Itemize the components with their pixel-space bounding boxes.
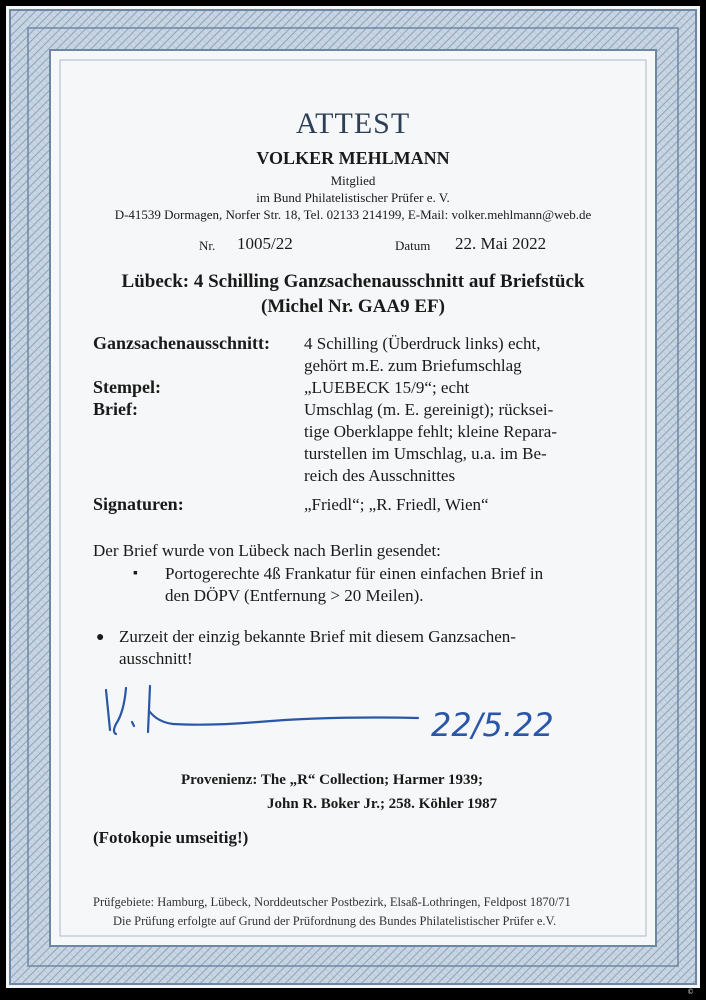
value-brief-1: Umschlag (m. E. gereinigt); rücksei- <box>304 400 554 419</box>
value-brief-3: turstellen im Umschlag, u.a. im Be- <box>304 444 547 463</box>
scan-corner-icons <box>687 988 694 996</box>
certificate-sheet <box>6 6 700 988</box>
label-ganzsachenausschnitt: Ganzsachenausschnitt: <box>93 333 271 353</box>
nr-label: Nr. <box>199 238 216 253</box>
heading-line-2: (Michel Nr. GAA9 EF) <box>261 296 445 317</box>
bullet-2-line-1: Zurzeit der einzig bekannte Brief mit diesem Ganzsachen- <box>119 627 516 646</box>
value-signaturen: „Friedl“; „R. Friedl, Wien“ <box>304 495 489 514</box>
bullet-1-line-1: Portogerechte 4ß Frankatur für einen einfachen Brief in <box>165 564 544 583</box>
copyright-icon: © <box>687 988 694 996</box>
value-brief-4: reich des Ausschnittes <box>304 466 456 485</box>
value-ganzsachenausschnitt-2: gehört m.E. zum Briefumschlag <box>304 356 522 375</box>
label-signaturen: Signaturen: <box>93 494 184 514</box>
value-brief-2: tige Oberklappe fehlt; kleine Repara- <box>304 422 557 441</box>
nr-value: 1005/22 <box>237 234 293 253</box>
heading-line-1: Lübeck: 4 Schilling Ganzsachenausschnitt auf Briefstück <box>121 271 585 292</box>
value-ganzsachenausschnitt-1: 4 Schilling (Überdruck links) echt, <box>304 334 541 353</box>
address-line: D-41539 Dormagen, Norfer Str. 18, Tel. 02133 214199, E-Mail: volker.mehlmann@web.de <box>114 207 592 222</box>
bullet-1-line-2: den DÖPV (Entfernung > 20 Meilen). <box>165 586 424 605</box>
date-value: 22. Mai 2022 <box>455 234 547 253</box>
association-line: im Bund Philatelistischer Prüfer e. V. <box>256 190 450 205</box>
provenance-line-2: John R. Boker Jr.; 258. Köhler 1987 <box>267 796 498 812</box>
provenance-line-1: Provenienz: The „R“ Collection; Harmer 1939; <box>181 772 484 788</box>
bullet-2-line-2: ausschnitt! <box>119 649 193 668</box>
handwritten-date: 22/5.22 <box>431 706 554 744</box>
route-paragraph: Der Brief wurde von Lübeck nach Berlin gesendet: <box>93 541 441 560</box>
certificate-content <box>6 6 700 988</box>
examiner-name: VOLKER MEHLMANN <box>256 148 450 168</box>
round-bullet-icon: ● <box>96 630 105 645</box>
label-brief: Brief: <box>93 399 138 419</box>
document-title: ATTEST <box>295 107 411 140</box>
value-stempel: „LUEBECK 15/9“; echt <box>304 378 470 397</box>
date-label: Datum <box>395 238 431 253</box>
footer-line-2: Die Prüfung erfolgte auf Grund der Prüfordnung des Bundes Philatelistischer Prüfer e.V. <box>113 914 557 928</box>
square-bullet-icon: ▪ <box>133 566 138 581</box>
label-stempel: Stempel: <box>93 377 161 397</box>
footer-line-1: Prüfgebiete: Hamburg, Lübeck, Norddeutscher Postbezirk, Elsaß-Lothringen, Feldpost 1870/71 <box>93 895 571 909</box>
member-line: Mitglied <box>330 173 376 188</box>
photocopy-note: (Fotokopie umseitig!) <box>93 828 249 847</box>
